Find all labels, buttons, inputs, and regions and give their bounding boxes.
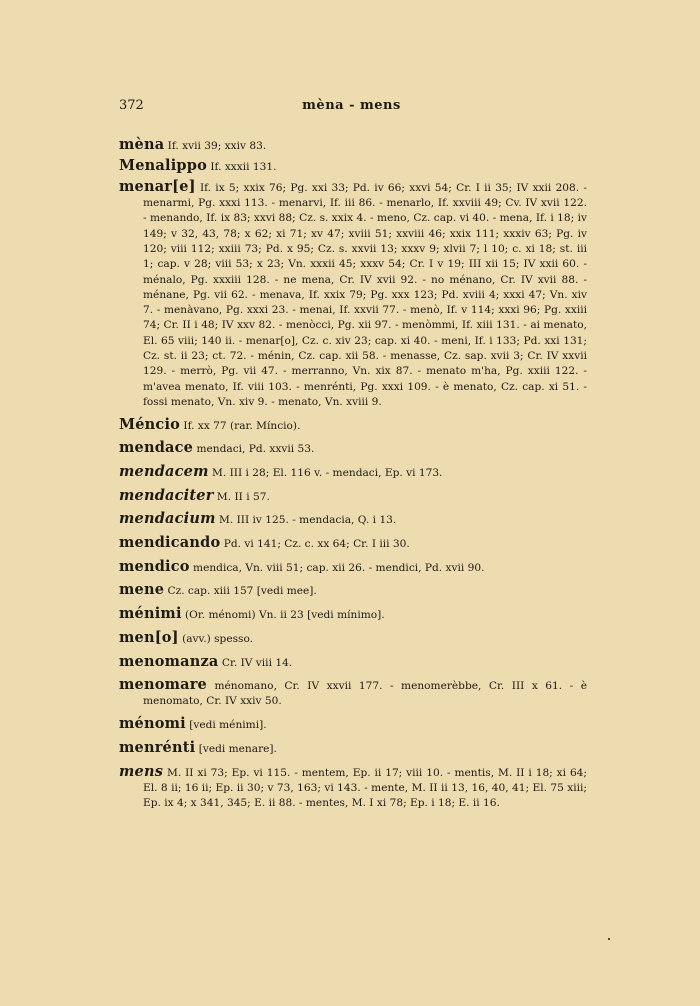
entry-menrenti — [119, 740, 587, 757]
entry-menalippo — [119, 158, 587, 175]
entry-mencio — [119, 417, 587, 434]
entry-text: If. ix 5; xxix 76; Pg. xxi 33; Pd. iv 66; xxvi 54; Cr. I ii 35; IV xxii 208. - menarmi, Pg. xxxi 113. - menarvi, If. iii 86. - menarlo, If. xxviii 49; Cv. IV xvii 122. - menando, If. ix 83; xxvi 88; Cz. s. xxix 4. - meno, Cz. cap. vi 40. - mena, If. i 18; iv 149; v 32, 43, 78; x 62; xi 71; xv 47; xviii 51; xxviii 46; xxix 111; xxxiv 63; Pg. iv 120; viii 112; xxiii 73; Pd. x 95; Cz. s. xxvii 13; xxxv 9; xlvii 7; l 10; c. xi 18; st. iii 1; cap. v 28; viii 53; x 23; Vn. xxxii 45; xxxv 54; Cr. I v 19; III xii 15; IV xxii 60. - ménalo, Pg. xxxiii 128. - ne mena, Cr. IV xvii 92. - no ménano, Cr. IV xvii 88. - ménane, Pg. vii 62. - menava, If. xxix 79; Pg. xxx 123; Pd. xviii 4; xxxi 47; Vn. xiv 7. - menàvano, Pg. xxxi 23. - menai, If. xxvii 77. - menò, If. v 114; xxxi 96; Pg. xxiii 74; Cr. II i 48; IV xxv 82. - menòcci, Pg. xii 97. - menòmmi, If. xiii 131. - ai menato, El. 65 viii; 140 ii. - menar[o], Cz. c. xiv 23; cap. xi 40. - meni, If. i 133; Pd. xxi 131; Cz. st. ii 23; ct. 72. - ménin, Cz. cap. xii 58. - menasse, Cz. sap. xvii 3; Cr. IV xxvii 129. - merrò, Pg. vii 47. - merranno, Vn. xix 87. - menato m'ha, Pg. xxiii 122. - m'avea menato, If. viii 103. - menrénti, Pg. xxxi 109. - è menato, Cz. cap. xi 51. - fossi menato, Vn. xiv 9. - menato, Vn. xviii 9. — [143, 181, 587, 408]
entry-text: (Or. ménomi) Vn. ii 23 [vedi mínimo]. — [181, 609, 385, 622]
entry-headword: menar[e] — [119, 177, 196, 195]
entry-menimi — [119, 606, 587, 623]
entry-menomanza — [119, 654, 587, 671]
entry-mendicando — [119, 535, 587, 552]
entry-mendacem — [119, 464, 587, 481]
entry-text: M. II xi 73; Ep. vi 115. - mentem, Ep. ii 17; viii 10. - mentis, M. II i 18; xi 64; El. 8 ii; 16 ii; Ep. ii 30; v 73, 163; vi 143. - mente, M. II ii 13, 16, 40, 41; El. 75 xiii; Ep. ix 4; x 341, 345; E. ii 88. - mentes, M. I xi 78; Ep. i 18; E. ii 16. — [143, 766, 587, 810]
entry-meno — [119, 630, 587, 647]
entry-headword: mèna — [119, 136, 165, 153]
entry-mendace — [119, 440, 587, 457]
entry-headword: mendacem — [119, 463, 209, 480]
entry-headword: mendacium — [119, 510, 216, 528]
entry-headword: mens — [119, 762, 164, 780]
entry-text: If. xx 77 (rar. Míncio). — [180, 419, 301, 432]
entry-text: [vedi menare]. — [195, 742, 277, 755]
entry-text: mendaci, Pd. xxvii 53. — [193, 443, 315, 456]
entry-text: If. xxxii 131. — [206, 160, 277, 173]
entry-text: ménomano, Cr. IV xxvii 177. - menomerèbbe, Cr. III x 61. - è menomato, Cr. IV xxiv 50. — [143, 680, 587, 708]
entry-headword: Menalippo — [119, 156, 207, 174]
entry-text: M. III i 28; El. 116 v. - mendaci, Ep. vi 173. — [208, 467, 443, 479]
entry-mendacium — [119, 511, 587, 528]
entry-mendico — [119, 559, 587, 576]
entry-text: Pd. vi 141; Cz. c. xx 64; Cr. I iii 30. — [220, 538, 410, 551]
entry-mendaciter — [119, 488, 587, 505]
entry-mens — [119, 764, 587, 812]
entry-headword: Méncio — [119, 415, 181, 433]
entry-text: [vedi ménimi]. — [185, 719, 267, 732]
entry-text: Cr. IV viii 14. — [218, 656, 293, 669]
page-speck — [608, 938, 610, 940]
entry-menomi — [119, 716, 587, 733]
entry-headword: menomanza — [119, 652, 219, 670]
entry-list — [119, 137, 587, 818]
entry-headword: mendace — [119, 439, 194, 457]
entry-menare — [119, 179, 587, 410]
entry-text: M. III iv 125. - mendacia, Q. i 13. — [215, 514, 397, 527]
entry-headword: mendico — [119, 557, 190, 575]
page-header — [119, 98, 584, 118]
entry-text: If. xvii 39; xxiv 83. — [164, 140, 267, 152]
entry-headword: mene — [119, 581, 165, 599]
entry-headword: mendicando — [119, 534, 221, 552]
page-number: 372 — [119, 98, 144, 113]
entry-menomare — [119, 677, 587, 710]
entry-text: M. II i 57. — [213, 490, 270, 503]
entry-text: mendica, Vn. viii 51; cap. xii 26. - mendici, Pd. xvii 90. — [189, 561, 485, 574]
entry-headword: menomare — [119, 676, 207, 694]
entry-text: (avv.) spesso. — [178, 632, 254, 645]
entry-headword: ménomi — [119, 715, 186, 733]
entry-text: Cz. cap. xiii 157 [vedi mee]. — [164, 585, 317, 598]
entry-headword: ménimi — [119, 605, 182, 623]
entry-mena — [119, 137, 587, 154]
entry-headword: men[o] — [119, 628, 179, 646]
entry-headword: mendaciter — [119, 486, 214, 504]
entry-mene — [119, 582, 587, 599]
running-head: mèna - mens — [302, 98, 401, 113]
entry-headword: menrénti — [119, 738, 196, 756]
